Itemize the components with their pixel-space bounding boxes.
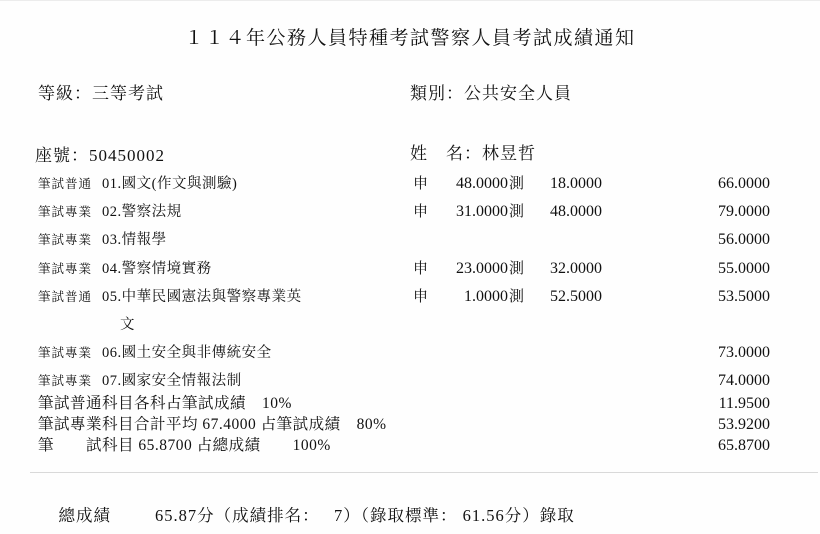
test-score-value: 18.0000 xyxy=(550,175,602,192)
summary-text: 筆試普通科目各科占筆試成績 10% xyxy=(38,395,292,412)
category-label: 類別： xyxy=(410,84,464,103)
subject-category: 筆試專業 xyxy=(38,233,93,248)
subject-category: 筆試專業 xyxy=(38,374,93,389)
subject-score-table xyxy=(0,170,820,396)
admission-standard: （錄取標準： 61.56分） xyxy=(360,506,540,525)
essay-score-label: 申 xyxy=(413,260,429,277)
grade-value: 三等考試 xyxy=(92,84,164,103)
test-score-value: 32.0000 xyxy=(550,259,602,277)
essay-score-label: 申 xyxy=(413,204,429,221)
essay-score-value: 1.0000 xyxy=(464,287,508,305)
table-row-wrap-line xyxy=(0,311,820,339)
grade-label: 等級： xyxy=(38,84,92,103)
table-row xyxy=(0,339,820,367)
subject-course-continued: 文 xyxy=(120,316,135,333)
essay-score-value: 23.0000 xyxy=(456,259,508,277)
test-score-value: 48.0000 xyxy=(550,203,602,221)
test-score-label: 測 xyxy=(509,176,525,192)
essay-score-label: 申 xyxy=(413,176,429,192)
subject-total-score: 56.0000 xyxy=(718,231,770,249)
summary-score: 53.9200 xyxy=(718,416,770,433)
category-field xyxy=(410,79,572,104)
summary-row xyxy=(0,414,820,435)
essay-score-value: 31.0000 xyxy=(456,203,508,221)
subject-total-score: 55.0000 xyxy=(718,259,770,277)
grand-total-rank: （成績排名： 7） xyxy=(214,506,361,525)
subject-course: 05.中華民國憲法與警察專業英 xyxy=(102,288,302,305)
name-value: 林昱哲 xyxy=(482,144,536,163)
score-summary-section xyxy=(0,393,820,456)
page-title: １１４年公務人員特種考試警察人員考試成績通知 xyxy=(184,28,636,49)
subject-total-score: 73.0000 xyxy=(718,344,770,362)
table-row xyxy=(0,198,820,226)
subject-course: 02.警察法規 xyxy=(102,204,182,221)
subject-total-score: 74.0000 xyxy=(718,372,770,390)
grade-field xyxy=(38,79,164,104)
essay-score-value: 48.0000 xyxy=(456,175,508,192)
subject-course: 07.國家安全情報法制 xyxy=(102,373,242,390)
subject-course: 01.國文(作文與測驗) xyxy=(102,176,238,192)
seat-label: 座號： xyxy=(35,146,89,165)
grand-total-row xyxy=(38,482,575,534)
test-score-label: 測 xyxy=(509,288,525,305)
name-field xyxy=(410,139,536,164)
subject-category: 筆試普通 xyxy=(38,177,93,191)
subject-course: 03.情報學 xyxy=(102,232,167,249)
seat-number-field xyxy=(35,141,165,166)
test-score-value: 52.5000 xyxy=(550,287,602,305)
test-score-label: 測 xyxy=(509,204,525,221)
summary-text: 筆 試科目 65.8700 占總成績 100% xyxy=(38,437,331,454)
subject-category: 筆試普通 xyxy=(38,289,93,304)
subject-course: 04.警察情境實務 xyxy=(102,260,212,277)
summary-text: 筆試專業科目合計平均 67.4000 占筆試成績 80% xyxy=(38,416,387,433)
subject-category: 筆試專業 xyxy=(38,346,93,361)
subject-total-score: 79.0000 xyxy=(718,203,770,221)
summary-score: 11.9500 xyxy=(718,395,770,412)
subject-total-score: 66.0000 xyxy=(718,175,770,192)
horizontal-divider xyxy=(30,472,818,473)
table-row xyxy=(0,255,820,283)
grand-total-score: 65.87分 xyxy=(155,506,215,525)
admission-result: 錄取 xyxy=(539,506,575,525)
subject-category: 筆試專業 xyxy=(38,261,93,276)
name-label: 姓 名： xyxy=(410,144,482,163)
summary-score: 65.8700 xyxy=(718,437,770,454)
test-score-label: 測 xyxy=(509,260,525,277)
category-value: 公共安全人員 xyxy=(464,84,572,103)
essay-score-label: 申 xyxy=(413,288,429,305)
seat-value: 50450002 xyxy=(89,146,165,165)
subject-total-score: 53.5000 xyxy=(718,287,770,305)
summary-row xyxy=(0,393,820,414)
subject-course: 06.國土安全與非傳統安全 xyxy=(102,345,272,362)
table-row xyxy=(0,367,820,395)
summary-row xyxy=(0,435,820,456)
table-row xyxy=(0,226,820,254)
subject-category: 筆試專業 xyxy=(38,205,93,220)
table-row xyxy=(0,283,820,311)
grand-total-label: 總成績 xyxy=(58,506,111,525)
table-row xyxy=(0,170,820,198)
